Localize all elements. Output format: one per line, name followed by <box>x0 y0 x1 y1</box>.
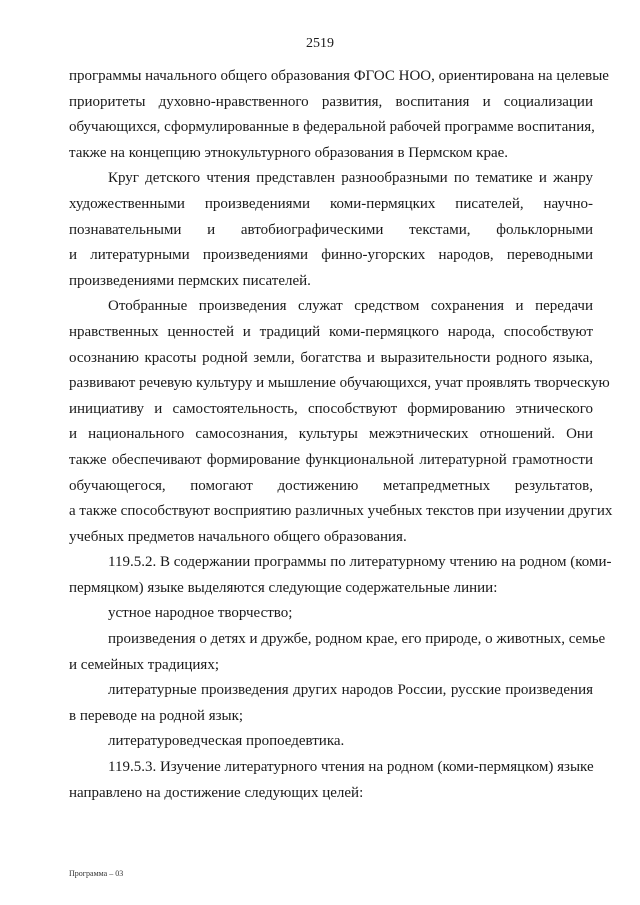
text-line: учебных предметов начального общего образования. <box>69 528 407 545</box>
text-line: познавательными и автобиографическими текстами, фольклорными <box>69 221 593 238</box>
text-line: произведения о детях и дружбе, родном крае, его природе, о животных, семье <box>108 631 606 648</box>
text-line: пермяцком) языке выделяются следующие содержательные линии: <box>69 579 498 596</box>
text-line: в переводе на родной язык; <box>69 707 244 724</box>
text-line: Отобранные произведения служат средством сохранения и передачи <box>108 298 593 315</box>
text-line: также на концепцию этнокультурного образования в Пермском крае. <box>69 144 509 161</box>
text-line: нравственных ценностей и традиций коми-пермяцкого народа, способствуют <box>69 323 593 340</box>
page-number: 2519 <box>306 36 334 51</box>
body-text <box>69 64 613 806</box>
footer-label: Программа – 03 <box>69 869 124 878</box>
text-line: и национального самосознания, культуры межэтнических отношений. Они <box>69 426 593 443</box>
text-line: также обеспечивают формирование функциональной литературной грамотности <box>69 451 593 468</box>
text-line: направлено на достижение следующих целей: <box>69 784 364 801</box>
text-line: 119.5.2. В содержании программы по литературному чтению на родном (коми- <box>108 554 612 571</box>
text-line: и литературными произведениями финно-угорских народов, переводными <box>69 247 593 264</box>
text-line: литературоведческая пропоедевтика. <box>108 733 345 750</box>
text-line: программы начального общего образования ФГОС НОО, ориентирована на целевые <box>69 68 609 84</box>
text-line: и семейных традициях; <box>69 656 219 673</box>
text-line: художественными произведениями коми-пермяцких писателей, научно- <box>69 195 593 212</box>
text-line: обучающихся, сформулированные в федеральной рабочей программе воспитания, <box>69 119 595 136</box>
text-line: литературные произведения других народов России, русские произведения <box>108 682 593 699</box>
text-line: 119.5.3. Изучение литературного чтения на родном (коми-пермяцком) языке <box>108 759 594 776</box>
text-line: приоритеты духовно-нравственного развития, воспитания и социализации <box>69 93 593 110</box>
text-line: Круг детского чтения представлен разнообразными по тематике и жанру <box>108 170 593 187</box>
text-line: осознанию красоты родной земли, богатства и выразительности родного языка, <box>69 349 593 366</box>
text-line: произведениями пермских писателей. <box>69 272 311 289</box>
text-line: устное народное творчество; <box>108 605 293 622</box>
text-line: развивают речевую культуру и мышление обучающихся, учат проявлять творческую <box>69 375 610 392</box>
text-line: обучающегося, помогают достижению метапредметных результатов, <box>69 477 593 494</box>
text-line: а также способствуют восприятию различных учебных текстов при изучении других <box>69 503 613 520</box>
text-line: инициативу и самостоятельность, способствуют формированию этнического <box>69 400 593 417</box>
